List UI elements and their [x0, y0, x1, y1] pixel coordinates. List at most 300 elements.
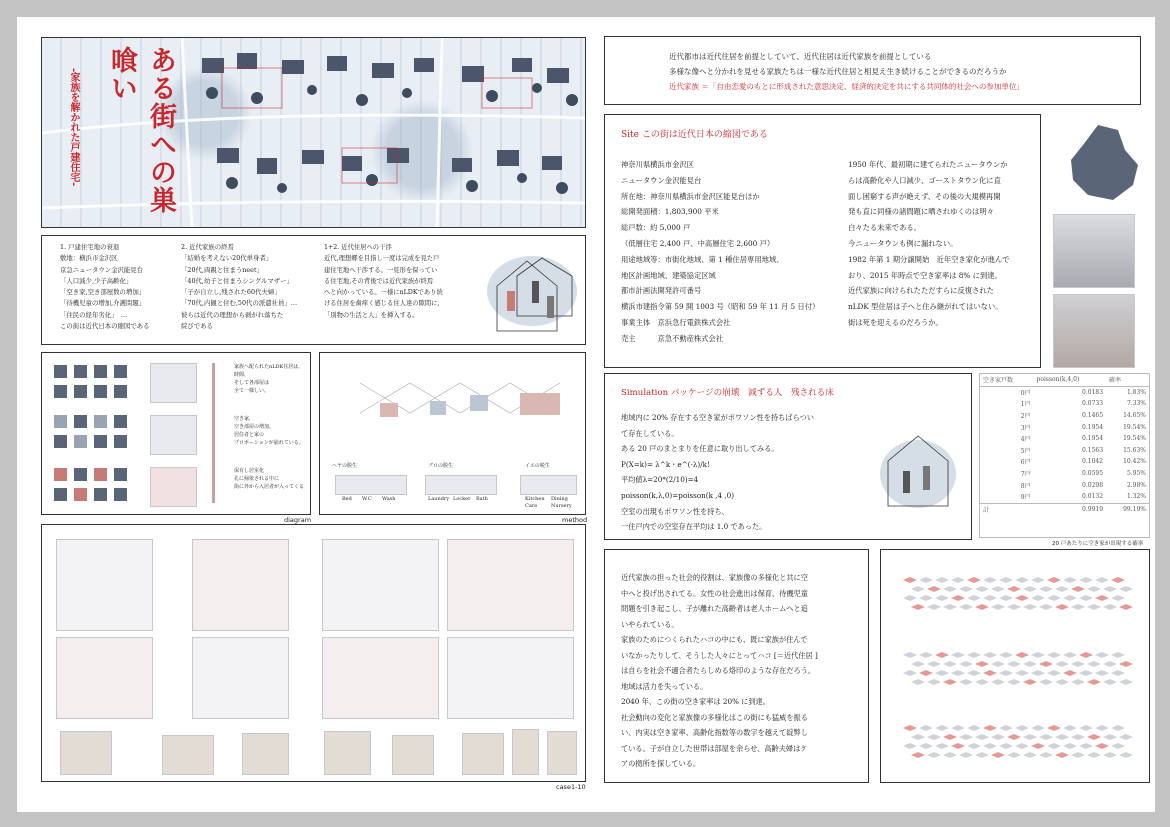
- diagram-note: プロポーションが崩れている。: [234, 440, 304, 446]
- vacancy-tile: [1015, 577, 1029, 583]
- simulation-heading: Simulation パッケージの崩壊 減ずる人 残される床: [621, 388, 834, 398]
- diagram-note: 保有し居室化: [234, 468, 265, 474]
- table-row: [980, 456, 1149, 468]
- room-block-inserted: [54, 468, 67, 481]
- table-cell: 0戸: [1020, 389, 1031, 397]
- vacancy-tile: [919, 743, 933, 749]
- vacancy-tile: [943, 734, 957, 740]
- vacancy-tile: [1087, 586, 1101, 592]
- intro-line: 「70代,内観と住む,50代の派遣社員」…: [181, 299, 298, 308]
- table-cell: 1.32%: [1126, 493, 1146, 501]
- vacancy-tile: [911, 679, 925, 685]
- vacancy-tile: [1047, 670, 1061, 676]
- vacancy-tile: [1071, 752, 1085, 758]
- simulation-text: [621, 410, 814, 535]
- table-cell: 0.0183: [1082, 388, 1104, 396]
- vacancy-tile: [991, 661, 1005, 667]
- table-cell: 2戸: [1020, 413, 1031, 421]
- vacancy-tile: [983, 577, 997, 583]
- case-drawing: [447, 539, 574, 631]
- site-line: 1950 年代、最初期に建てられたニュータウンか: [848, 160, 1008, 169]
- intro-col-decline: [60, 242, 185, 332]
- society-line: 中へと投げ出されてる。女性の社会進出は保育、待機児童: [621, 588, 808, 598]
- vacancy-tile: [959, 752, 973, 758]
- vacancy-tile: [1039, 604, 1053, 610]
- vacancy-tile: [1015, 670, 1029, 676]
- simulation-line: 空室の出現もポワソン性を持ち、: [621, 506, 729, 516]
- site-photo-street: [1053, 214, 1135, 288]
- room-label: Locker: [453, 496, 471, 502]
- case-model: [60, 731, 112, 775]
- vacancy-tile: [967, 652, 981, 658]
- vacancy-tile: [967, 577, 981, 583]
- house-section-sketch: [150, 363, 197, 403]
- vacancy-tile: [1063, 595, 1077, 601]
- table-cell: 0.0132: [1082, 493, 1104, 501]
- vacancy-tile: [1039, 752, 1053, 758]
- simulation-line: ある 20 戸のまとまりを任意に取り出してみる。: [621, 444, 779, 454]
- vacancy-tile: [975, 679, 989, 685]
- intro-line: 綻びである: [181, 322, 213, 331]
- table-cell: 99.19%: [1123, 505, 1146, 513]
- vacancy-tile: [967, 725, 981, 731]
- room-label: W.C: [362, 496, 372, 502]
- vacancy-tile: [1055, 752, 1069, 758]
- vacancy-tile: [1023, 734, 1037, 740]
- intro-line: 1+2. 近代住居への干渉: [324, 244, 392, 251]
- vacancy-tile: [1111, 595, 1125, 601]
- vacancy-tile: [1007, 734, 1021, 740]
- site-line: （低層住宅 2,400 戸、中高層住宅 2,600 戸）: [621, 238, 775, 248]
- vacancy-tile: [1087, 679, 1101, 685]
- table-cell: 7戸: [1020, 471, 1031, 479]
- site-line: 街は死を迎えるのだろうか。: [848, 317, 943, 327]
- table-row: [980, 410, 1149, 422]
- vacancy-tile: [1111, 652, 1125, 658]
- vacancy-tile: [1023, 679, 1037, 685]
- intro-col-family-end: [181, 242, 311, 332]
- vacancy-tile: [1047, 577, 1061, 583]
- vacancy-tile: [1079, 725, 1093, 731]
- case-model: [547, 731, 577, 775]
- vacancy-tile: [1047, 725, 1061, 731]
- site-line: 事業主体 京浜急行電鉄株式会社: [621, 317, 731, 327]
- intro-line: 建住宅地へ干渉する。一見形を保ってい: [324, 266, 438, 274]
- table-cell: 7.33%: [1126, 400, 1146, 408]
- vacancy-tile: [951, 743, 965, 749]
- vacancy-tile: [1031, 743, 1045, 749]
- vacancy-tile: [983, 743, 997, 749]
- room-block: [94, 415, 107, 428]
- vacancy-tiles-panel: [880, 549, 1150, 783]
- room-block: [94, 435, 107, 448]
- house-figure-illustration: [472, 246, 582, 336]
- method-panel: [319, 352, 586, 515]
- society-line: いやられている。: [621, 619, 679, 629]
- room-label: Bath: [476, 496, 488, 502]
- site-line: 白々たる未来である。: [848, 223, 921, 233]
- vacancy-tile: [999, 725, 1013, 731]
- vacancy-tile: [1039, 661, 1053, 667]
- vacancy-tile: [1103, 752, 1117, 758]
- vacancy-tile: [935, 652, 949, 658]
- room-block-inserted: [74, 488, 87, 501]
- vacancy-tile: [935, 725, 949, 731]
- vacancy-tile: [959, 604, 973, 610]
- vacancy-tile: [919, 595, 933, 601]
- group-label: イエの脱生: [525, 463, 550, 469]
- intro-line: 2. 近代家族の終焉: [181, 243, 234, 251]
- vacancy-tile: [903, 595, 917, 601]
- vacancy-tile: [1079, 670, 1093, 676]
- diagram-note: 孔に帰依される中に: [234, 476, 280, 482]
- group-label: ヘヤの脱生: [332, 463, 358, 469]
- society-line: 家族のためにつくられたハコの中にも、既に家族が住んで: [621, 635, 808, 644]
- simulation-line: poisson(k,λ,0)=poisson(k ,4 ,0): [621, 490, 735, 500]
- vacancy-tile: [1071, 679, 1085, 685]
- room-label: Wash: [382, 496, 396, 502]
- site-line: 地区計画地域、建築協定区域: [621, 270, 716, 280]
- room-block: [114, 488, 127, 501]
- vacancy-tile: [927, 661, 941, 667]
- table-cell: 15.63%: [1123, 446, 1146, 454]
- case-drawing: [447, 637, 574, 719]
- vacancy-tile: [1023, 661, 1037, 667]
- vacancy-tile: [1039, 679, 1053, 685]
- vacancy-tile: [919, 725, 933, 731]
- room-label: Bed: [342, 496, 352, 502]
- vacancy-tile: [1119, 586, 1133, 592]
- diagram-note: 全て一様しい。: [234, 388, 270, 394]
- statement-definition: 近代家族 ＝「自由恋愛のもとに形成された意思決定、経済的決定を共にする共同体的社会への参加単位」: [669, 82, 1024, 91]
- vacancy-tile: [959, 661, 973, 667]
- vacancy-tile: [911, 752, 925, 758]
- poisson-table-frame: [979, 373, 1150, 538]
- diagram-panel: [41, 352, 311, 515]
- society-line: 問題を引き起こし、子が離れた高齢者は老人ホームへと追: [621, 604, 808, 613]
- vacancy-tile: [1023, 752, 1037, 758]
- vacancy-tile: [1055, 734, 1069, 740]
- vacancy-tile: [927, 679, 941, 685]
- table-cell: 6戸: [1020, 459, 1031, 467]
- table-header: 確率: [1109, 377, 1122, 385]
- table-cell: 1.83%: [1126, 388, 1146, 396]
- vacancy-tile: [1087, 661, 1101, 667]
- vacancy-tile: [967, 595, 981, 601]
- intro-line: 「住民の経年劣化」 …: [60, 310, 128, 319]
- intro-line: 1. 戸建住宅地の衰退: [60, 243, 120, 251]
- room-block: [54, 415, 67, 428]
- vacancy-tile: [1055, 679, 1069, 685]
- vacancy-tile: [943, 604, 957, 610]
- vacancy-tile: [1063, 652, 1077, 658]
- vacancy-tile: [1095, 743, 1109, 749]
- society-line: 地域は活力を失っている。: [621, 681, 708, 691]
- vacancy-tile: [1031, 652, 1045, 658]
- intro-line: 「人口減少,少子高齢化」: [60, 276, 133, 285]
- method-network-diagram: [320, 353, 586, 453]
- society-line: アの拠所を探している。: [621, 759, 701, 768]
- case-model: [392, 735, 434, 775]
- vacancy-tile: [1087, 752, 1101, 758]
- case-model: [462, 733, 504, 775]
- vacancy-tile: [1079, 577, 1093, 583]
- vacancy-tile: [951, 725, 965, 731]
- vacancy-tile: [1095, 577, 1109, 583]
- society-line: は自らを社会不適合者たらしめる烙印のような存在だろう。: [621, 666, 816, 675]
- table-row: [980, 421, 1149, 433]
- site-line: らは高齢化や人口減少、ゴーストタウン化に直: [848, 175, 1001, 185]
- table-row: [980, 479, 1149, 491]
- diagram-note: 空き家,: [234, 416, 251, 422]
- vacancy-tile: [1055, 661, 1069, 667]
- room-block: [74, 468, 87, 481]
- table-header: 空き家戸数: [983, 377, 1014, 385]
- vacancy-tile: [1063, 743, 1077, 749]
- intro-panel: [41, 235, 586, 345]
- vacancy-tile: [975, 661, 989, 667]
- site-line: 都市計画法開発許可番号: [621, 286, 702, 296]
- vacancy-tile: [1119, 679, 1133, 685]
- case-model: [324, 731, 371, 775]
- site-line: 1982 年第 1 期分譲開始 近年空き家化が進んで: [848, 254, 1010, 264]
- society-line: ている。子が自立した世帯は部屋を余らせ、高齢夫婦はケ: [621, 743, 808, 753]
- statement-text: [669, 49, 1024, 94]
- statement-line: 近代都市は近代住居を前提としていて、近代住居は近代家族を前提としている: [669, 52, 932, 61]
- room-label: Nursery: [551, 503, 572, 509]
- table-cell: 2.98%: [1126, 481, 1146, 489]
- room-block: [54, 365, 67, 378]
- intro-line: ける住居を歯痒く感じる住人達の隙間に,: [324, 300, 440, 308]
- table-cell: 4戸: [1020, 436, 1031, 444]
- vacancy-tile: [1111, 743, 1125, 749]
- society-line: 2040 年、この街の空き家率は 20% に到達。: [621, 697, 770, 706]
- table-cell: 0.0595: [1082, 470, 1104, 478]
- vacancy-tile: [959, 586, 973, 592]
- site-line: おり、2015 年時点で空き家率は 8% に到達。: [848, 270, 1002, 280]
- case-drawing: [192, 637, 289, 719]
- table-cell: 0.0298: [1082, 481, 1104, 489]
- diagram-note: 居住者と家の: [234, 432, 265, 438]
- simulation-house-illustration: [878, 426, 958, 516]
- vacancy-tile: [943, 661, 957, 667]
- vacancy-tile: [1071, 586, 1085, 592]
- vacancy-tile: [1119, 604, 1133, 610]
- vacancy-tile: [1119, 661, 1133, 667]
- vacancy-tile: [951, 577, 965, 583]
- vacancy-tile: [991, 586, 1005, 592]
- site-line: 総戸数：約 5,000 戸: [621, 223, 691, 233]
- hero-aerial-panel: [41, 37, 586, 228]
- table-total-row: [980, 503, 1149, 515]
- room-block: [54, 385, 67, 398]
- table-header: poisson(k,4,0): [1036, 376, 1080, 384]
- vacancy-tile: [1103, 604, 1117, 610]
- room-model: [425, 475, 497, 495]
- table-cell: 0.1042: [1082, 458, 1104, 466]
- vacancy-tile: [1111, 577, 1125, 583]
- simulation-panel: [604, 373, 972, 540]
- vacancy-tile: [1039, 586, 1053, 592]
- vacancy-tile: [951, 670, 965, 676]
- vacancy-tile: [1031, 595, 1045, 601]
- table-row: [980, 398, 1149, 410]
- case-drawing: [56, 637, 153, 719]
- site-line: 所在地：神奈川県横浜市金沢区能見台ほか: [621, 191, 760, 201]
- vacancy-tile: [1079, 743, 1093, 749]
- table-cell: 0.1563: [1082, 446, 1104, 454]
- vacancy-tile: [1007, 661, 1021, 667]
- table-cell: 1戸: [1020, 401, 1031, 409]
- vacancy-tile: [975, 586, 989, 592]
- table-cell: 5戸: [1020, 447, 1031, 455]
- diagram-note: そして各部屋は: [234, 380, 270, 386]
- room-block: [94, 385, 107, 398]
- hero-title: ある街への巣喰い: [106, 46, 176, 214]
- simulation-line: 地域内に 20% 存在する空き家がポワソン性を持ちばらつい: [621, 413, 814, 422]
- vacancy-tile: [943, 586, 957, 592]
- case-drawing: [322, 539, 439, 631]
- vacancy-tile: [999, 670, 1013, 676]
- vacancy-tile: [1015, 743, 1029, 749]
- vacancy-tile: [935, 577, 949, 583]
- table-row: [980, 491, 1149, 503]
- vacancy-tile: [1119, 752, 1133, 758]
- vacancy-tile: [1079, 652, 1093, 658]
- intro-line: 「空き家,空き部屋数の増加」: [60, 288, 146, 297]
- vacancy-tile: [1015, 725, 1029, 731]
- table-cell: 5.95%: [1126, 470, 1146, 478]
- vacancy-tile: [1031, 725, 1045, 731]
- society-line: 社会動向の変化と家族像の多様化はこの街にも猛威を振る: [621, 712, 808, 722]
- vacancy-tile: [927, 734, 941, 740]
- intro-line: 「待機児童の増加,介護問題」: [60, 299, 146, 308]
- site-silhouette-map: [1063, 120, 1143, 205]
- vacancy-tile: [975, 604, 989, 610]
- statement-panel: [604, 36, 1141, 105]
- vacancy-tile: [1095, 725, 1109, 731]
- statement-line: 多様な像へと分かれを見せる家族たちは一様な近代住居と相見え生き続けることができるのだろうか: [669, 67, 1007, 76]
- site-line: ニュータウン金沢能見台: [621, 175, 702, 185]
- vacancy-tile: [1055, 604, 1069, 610]
- room-label: Kitchen: [525, 496, 545, 502]
- cases-caption: case1-10: [556, 783, 586, 791]
- site-heading: Site この街は近代日本の縮図である: [621, 130, 768, 140]
- intro-line: へと向かっている。一様にnLDKであり続: [324, 289, 443, 297]
- vacancy-tile: [1087, 734, 1101, 740]
- room-model: [520, 475, 577, 495]
- diagram-note: 空き部屋の増加。: [234, 424, 275, 430]
- room-label: Laundry: [428, 496, 450, 502]
- vacancy-tile: [1119, 734, 1133, 740]
- table-cell: 0.1465: [1082, 412, 1104, 420]
- table-cell: 0.1954: [1082, 423, 1104, 431]
- table-cell: 0.1954: [1082, 435, 1104, 443]
- vacancy-tile: [927, 752, 941, 758]
- vacancy-tile: [1007, 604, 1021, 610]
- vacancy-tile: [999, 595, 1013, 601]
- site-panel: [604, 114, 1041, 368]
- vacancy-tile: [959, 679, 973, 685]
- intro-line: 「子が自立し,残された60代夫婦」: [181, 288, 281, 297]
- vacancy-tile: [983, 725, 997, 731]
- vacancy-tile: [903, 577, 917, 583]
- vacancy-tile: [943, 679, 957, 685]
- house-section-sketch: [150, 467, 197, 507]
- vacancy-tile: [967, 670, 981, 676]
- vacancy-tile: [935, 743, 949, 749]
- room-block-inserted: [94, 468, 107, 481]
- vacancy-tile: [959, 734, 973, 740]
- vacancy-tile: [1007, 679, 1021, 685]
- vacancy-tile: [991, 679, 1005, 685]
- table-caption: 20 戸あたりに空き家が出現する確率: [1052, 541, 1144, 547]
- table-cell: 9戸: [1020, 494, 1031, 502]
- vacancy-tile: [919, 577, 933, 583]
- table-cell: 計: [983, 506, 990, 514]
- intro-line: 彼らは近代の理想から剥がれ落ちた: [181, 310, 284, 319]
- case-model: [242, 733, 289, 775]
- group-label: ブロの脱生: [428, 463, 454, 469]
- vacancy-tile: [1047, 595, 1061, 601]
- vacancy-tile: [1079, 595, 1093, 601]
- intro-line: 「別物の生活と人」を挿入する。: [324, 311, 419, 319]
- site-line: 総開発面積：1,803,900 平米: [621, 207, 719, 217]
- table-row: [980, 445, 1149, 457]
- hero-subtitle: -家族を解かれた戸建住宅-: [68, 68, 79, 187]
- poisson-table: [980, 374, 1149, 515]
- vacancy-tile: [903, 743, 917, 749]
- room-label: Dining: [551, 496, 568, 502]
- table-cell: 0.0733: [1082, 400, 1104, 408]
- vacancy-tile: [951, 652, 965, 658]
- room-block: [74, 435, 87, 448]
- site-line: 神奈川県横浜市金沢区: [621, 160, 694, 169]
- intro-line: 京急ニュータウン金沢能見台: [60, 265, 144, 274]
- vacancy-tile: [903, 725, 917, 731]
- site-line: 今ニュータウンも例に漏れない。: [848, 238, 958, 248]
- site-line: nLDK 型住居は子へと住み継がれてはいない。: [848, 302, 1003, 312]
- vacancy-tile: [1015, 652, 1029, 658]
- intro-line: 敷地：横浜市金沢区: [60, 254, 118, 263]
- vacancy-tile: [1111, 725, 1125, 731]
- table-cell: 19.54%: [1123, 435, 1146, 443]
- vacancy-tile: [927, 586, 941, 592]
- room-model: [335, 475, 407, 495]
- society-line: い、内実は空き家率、高齢化指数等の数字を越えて綻弊し: [621, 728, 808, 737]
- room-block: [54, 435, 67, 448]
- vacancy-tile: [919, 670, 933, 676]
- vacancy-tile: [1047, 652, 1061, 658]
- case-drawing: [192, 539, 289, 631]
- vacancy-tile: [975, 752, 989, 758]
- diagram-note: 街に外から入居者が入ってくる: [234, 484, 305, 490]
- vacancy-tile: [983, 652, 997, 658]
- simulation-line: P(X=k)= λ^k・e^(-λ)/k!: [621, 459, 710, 469]
- site-line: 用途地域等：市街化地域、第 1 種住居専用地域、: [621, 254, 784, 264]
- vacancy-tile: [1071, 734, 1085, 740]
- vacancy-tile: [983, 670, 997, 676]
- vacancy-tile: [903, 670, 917, 676]
- vacancy-tile: [1103, 679, 1117, 685]
- vacancy-tile: [911, 586, 925, 592]
- simulation-line: て存在している。: [621, 428, 679, 438]
- room-block: [54, 488, 67, 501]
- room-block: [114, 415, 127, 428]
- room-block: [114, 385, 127, 398]
- vacancy-tile: [991, 734, 1005, 740]
- vacancy-tile: [1095, 595, 1109, 601]
